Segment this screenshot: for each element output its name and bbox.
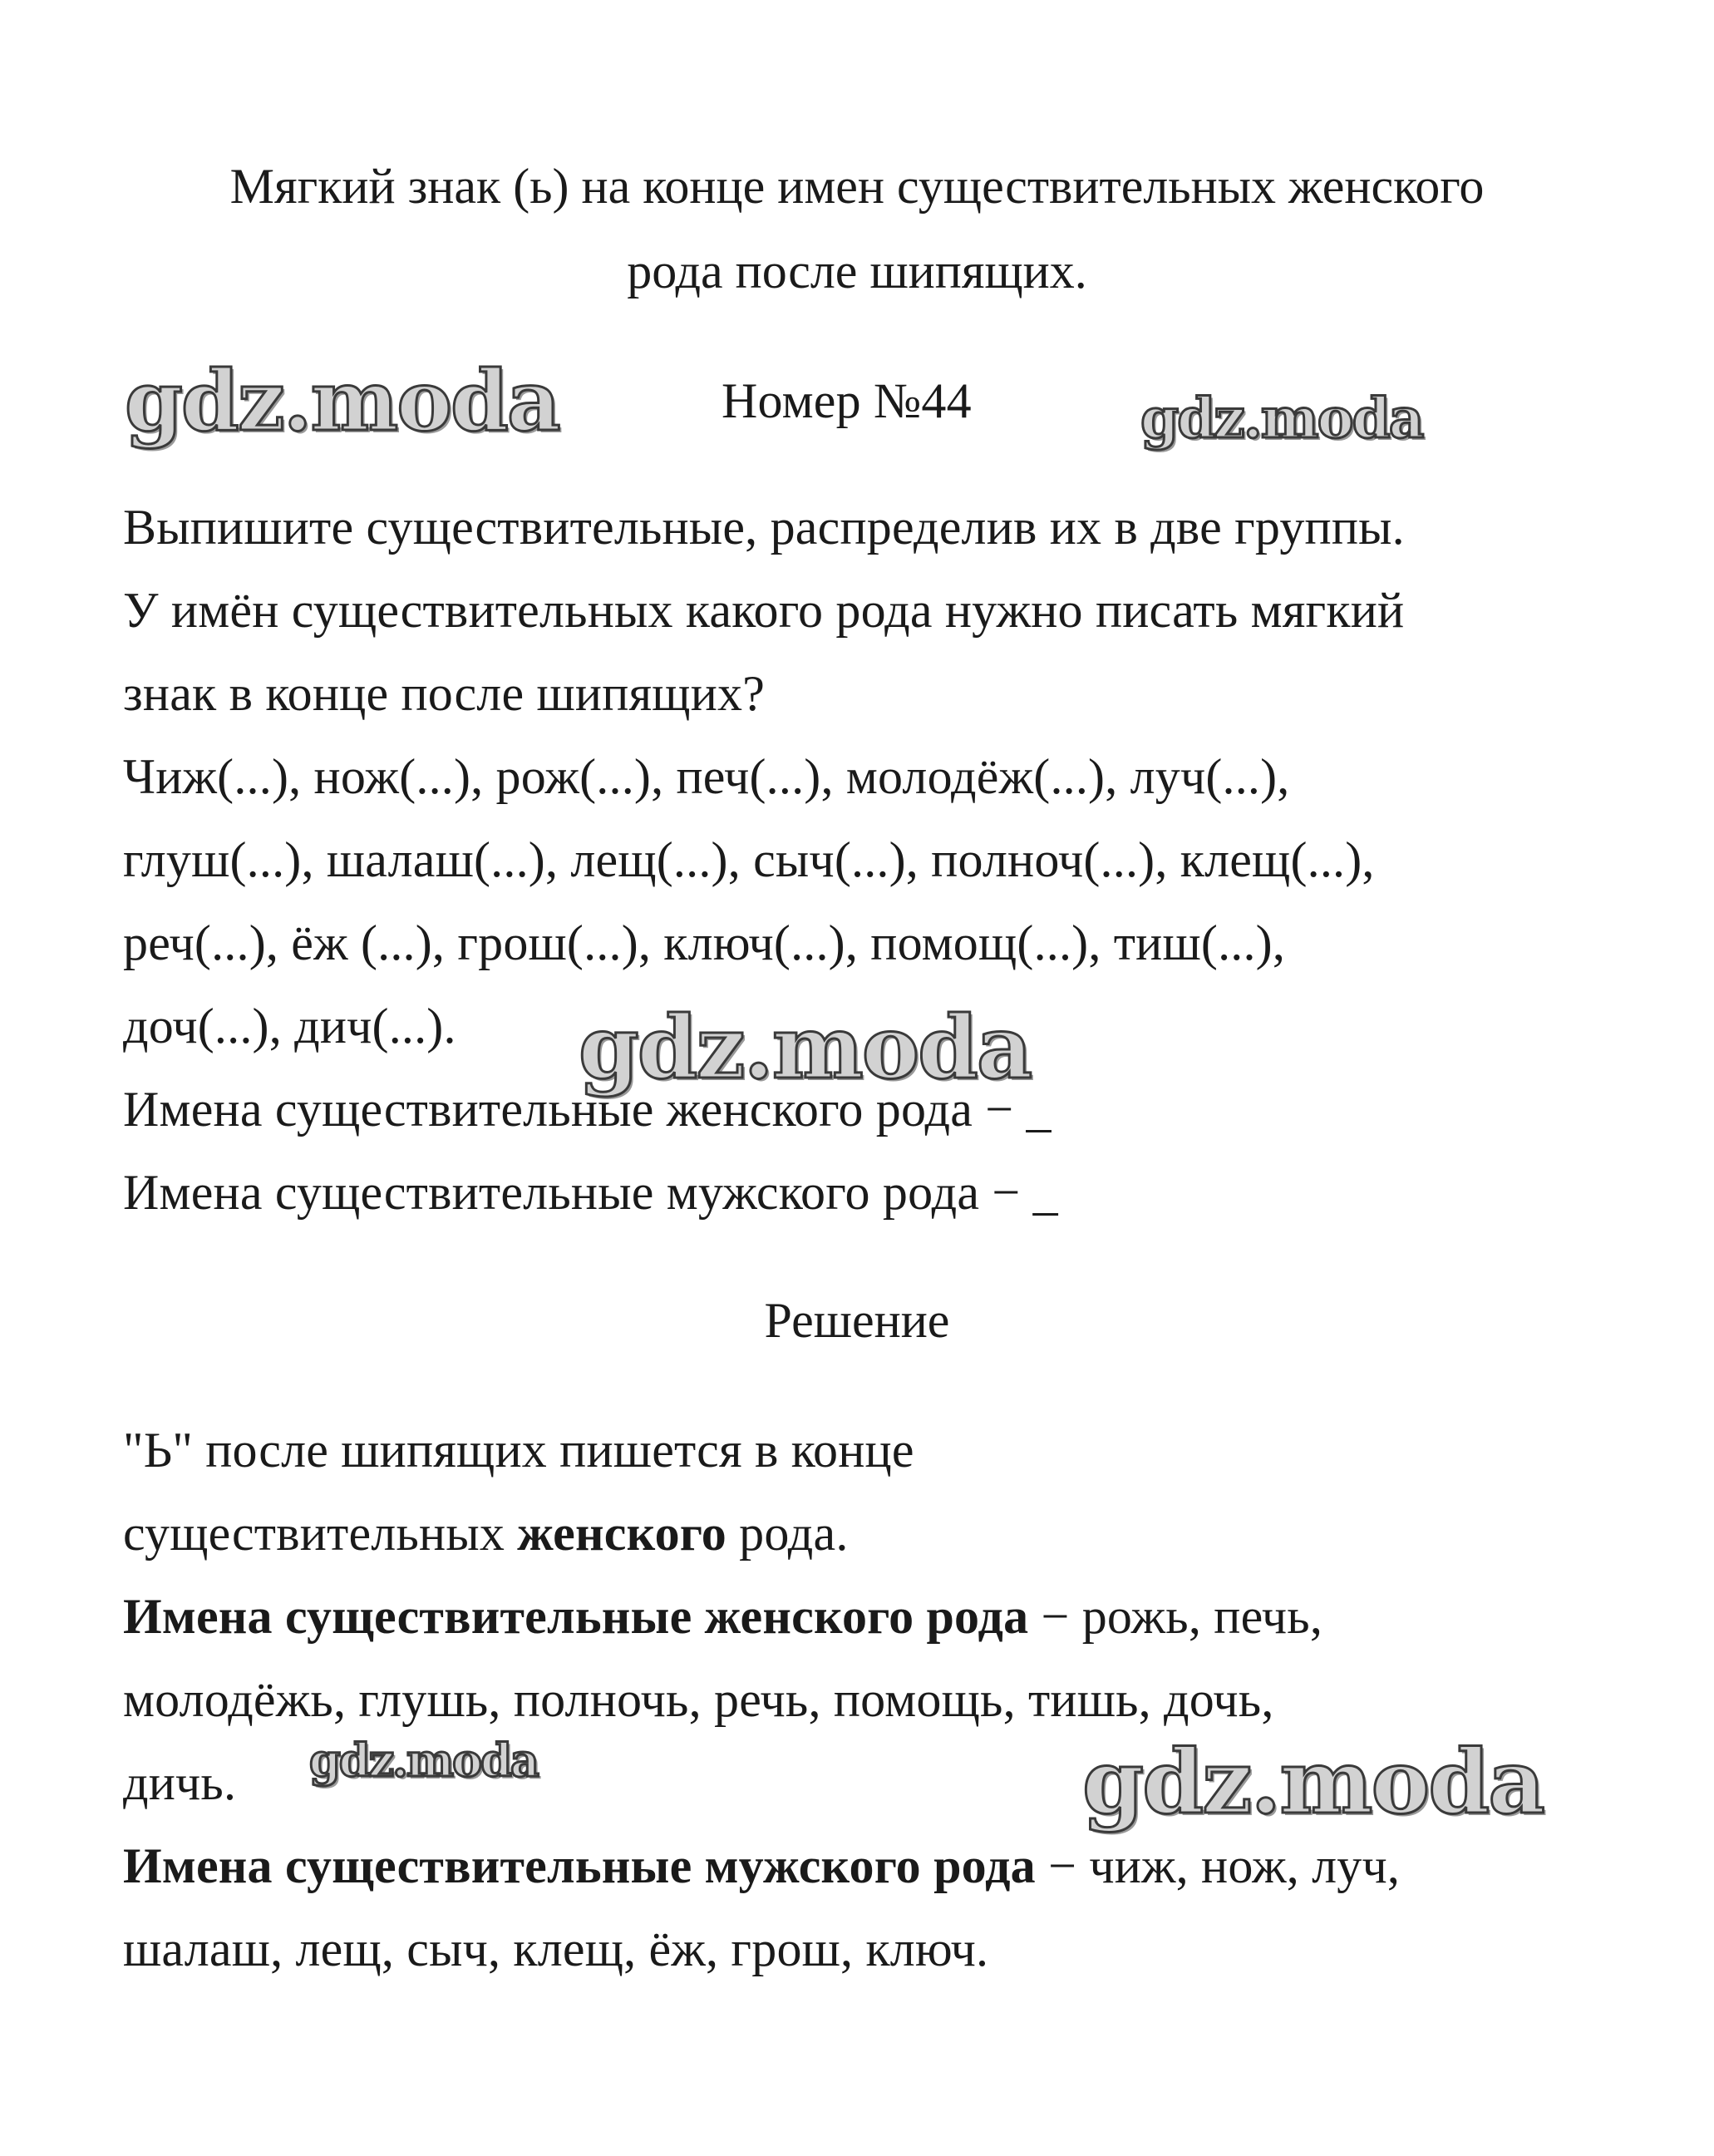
- page-title-line-1: Мягкий знак (ь) на конце имен существительных женского: [229, 159, 1485, 214]
- masculine-label: Имена существительные мужского рода: [123, 1838, 1036, 1893]
- watermark-logo: gdz.moda: [309, 1734, 538, 1787]
- task-text-line: Выпишите существительные, распределив их в две группы.: [123, 500, 1405, 555]
- feminine-answer-line: молодёжь, глушь, полночь, речь, помощь, тишь, дочь,: [123, 1672, 1274, 1727]
- task-blank-masculine: Имена существительные мужского рода − _: [123, 1165, 1058, 1220]
- task-blank-feminine: Имена существительные женского рода − _: [123, 1082, 1052, 1137]
- emphasis-feminine: женского: [517, 1506, 726, 1561]
- watermark-logo: gdz.moda: [125, 352, 559, 450]
- page-title-line-2: рода после шипящих.: [627, 244, 1087, 298]
- task-text-line: У имён существительных какого рода нужно писать мягкий: [123, 583, 1405, 638]
- watermark-logo: gdz.moda: [1082, 1729, 1544, 1833]
- task-words-line: Чиж(...), нож(...), рож(...), печ(...), молодёж(...), луч(...),: [123, 749, 1290, 804]
- watermark-logo: gdz.moda: [579, 996, 1032, 1098]
- task-words-line: реч(...), ёж (...), грош(...), ключ(...), помощ(...), тиш(...),: [123, 915, 1286, 970]
- feminine-label: Имена существительные женского рода: [123, 1589, 1029, 1644]
- masculine-answer-line: Имена существительные мужского рода − чиж, нож, луч,: [123, 1838, 1401, 1893]
- task-words-line: глуш(...), шалаш(...), лещ(...), сыч(...), полноч(...), клещ(...),: [123, 832, 1375, 887]
- solution-heading: Решение: [764, 1293, 950, 1348]
- feminine-answer-line: Имена существительные женского рода − рожь, печь,: [123, 1589, 1323, 1644]
- task-text-line: знак в конце после шипящих?: [123, 666, 766, 721]
- task-number: Номер №44: [722, 373, 972, 428]
- solution-rule-line: "Ь" после шипящих пишется в конце: [123, 1423, 914, 1478]
- feminine-answer-line: дичь.: [123, 1755, 237, 1810]
- solution-rule-line: существительных женского рода.: [123, 1506, 849, 1561]
- masculine-answer-line: шалаш, лещ, сыч, клещ, ёж, грош, ключ.: [123, 1922, 989, 1976]
- watermark-logo: gdz.moda: [1140, 386, 1423, 451]
- task-words-line: доч(...), дич(...).: [123, 999, 456, 1053]
